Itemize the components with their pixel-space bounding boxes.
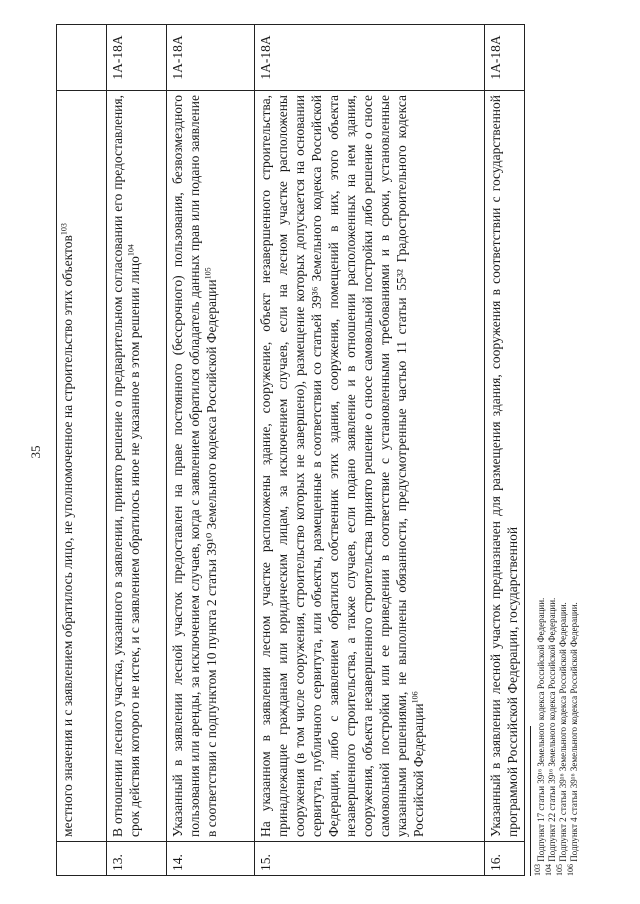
row-code: 1А-18А <box>107 25 167 91</box>
footnote-ref: 106 <box>410 691 420 704</box>
row-number: 13. <box>107 842 167 876</box>
row-code <box>57 25 107 91</box>
table-row <box>485 25 525 876</box>
row-number: 15. <box>255 842 485 876</box>
row-code: 1А-18А <box>485 25 525 91</box>
footnote-ref: 104 <box>126 244 136 257</box>
row-number: 16. <box>485 842 525 876</box>
footnote: $^{104}$ Подпункт 22 статьи 39¹⁶ Земельного кодекса Российской Федерации. <box>544 597 557 876</box>
page-number: 35 <box>28 445 43 459</box>
table-row <box>167 25 255 876</box>
footnote: $^{105}$ Подпункт 2 статьи 39¹⁶ Земельного кодекса Российской Федерации. <box>555 602 568 876</box>
conditions-table <box>56 24 525 876</box>
row-number: 14. <box>167 842 255 876</box>
row-text: В отношении лесного участка, указанного в заявлении, принято решение о предварительном согласовании его предоставления, срок действия которого не истек, и с заявлением обратилось иное не указанное в этом решении лицо$^{104}$ <box>107 91 167 842</box>
footnote: $^{103}$ Подпункт 17 статьи 39¹⁶ Земельного кодекса Российской Федерации. <box>533 597 546 876</box>
table-row <box>57 25 107 876</box>
row-code: 1А-18А <box>255 25 485 91</box>
footnote-ref: 103 <box>59 223 69 236</box>
row-text: Указанный в заявлении лесной участок предназначен для размещения здания, сооружения в соответствии с государственной программой Российской Федерации, государственной <box>485 91 525 842</box>
row-number <box>57 842 107 876</box>
row-text: Указанный в заявлении лесной участок предоставлен на праве постоянного (бессрочного) пользования, безвозмездного пользования или аренды, за исключением случаев, когда с заявлением обратился обладатель данных прав или подано заявление в соответствии с подпунктом 10 пункта 2 статьи 39¹⁰ Земельного кодекса Российской Федерации$^{105}$ <box>167 91 255 842</box>
row-text: местного значения и с заявлением обратилось лицо, не уполномоченное на строительство этих объектов$^{103}$ <box>57 91 107 842</box>
table-row <box>255 25 485 876</box>
row-code: 1А-18А <box>167 25 255 91</box>
footnote-divider <box>530 726 531 876</box>
footnote-ref: 105 <box>203 267 213 280</box>
row-text: На указанном в заявлении лесном участке расположены здание, сооружение, объект незавершенного строительства, принадлежащие гражданам или юридическим лицам, за исключением случаев, если на лесном участке расположены сооружения (в том числе сооружения, строительство которых не завершено), размещение которых допускается на основании сервитута, публичного сервитута, или объекты, размещенные в соответствии со статьей 39³⁶ Земельного кодекса Российской Федерации, либо с заявлением обратился собственник этих здания, сооружения, помещений в них, этого объекта незавершенного строительства, а также случаев, если подано заявление и в отношении расположенных на нем здания, сооружения, объекта незавершенного строительства принято решение о сносе самовольной постройки либо решение о сносе самовольной постройки или ее приведении в соответствие с установленными требованиями и в сроки, установленные указанными решениями, не выполнены обязанности, предусмотренные частью 11 статьи 55³² Градостроительного кодекса Российской Федерации$^{106}$ <box>255 91 485 842</box>
table-row <box>107 25 167 876</box>
footnote: $^{106}$ Подпункт 4 статьи 39¹⁶ Земельного кодекса Российской Федерации. <box>566 602 579 876</box>
